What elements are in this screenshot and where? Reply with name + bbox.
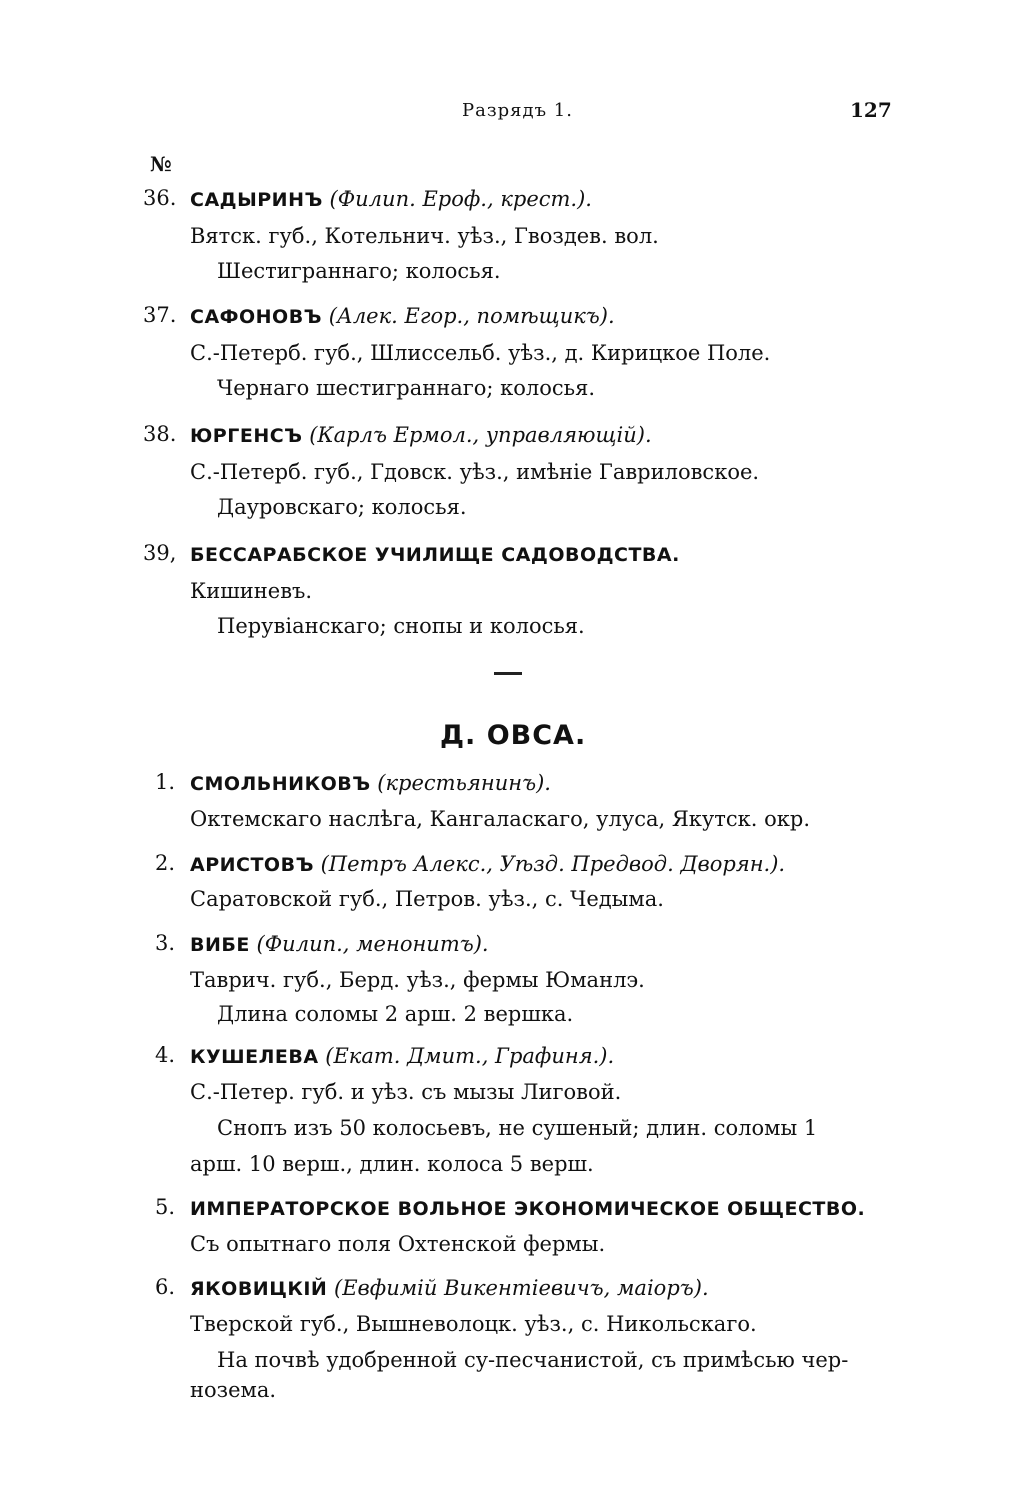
exhibitor-name: СМОЛЬНИКОВЪ xyxy=(190,773,371,795)
entry-heading xyxy=(190,1275,709,1302)
exhibitor-name: ЮРГЕНСЪ xyxy=(190,425,303,447)
entry-heading xyxy=(190,422,652,449)
section-title: Д. ОВСА. xyxy=(440,720,587,751)
entry-location: С.-Петерб. губ., Шлиссельб. уѣз., д. Кирицкое Поле. xyxy=(190,341,771,365)
entry-heading xyxy=(190,770,551,797)
entry-heading xyxy=(190,186,592,213)
entry-location: Тверской губ., Вышневолоцк. уѣз., с. Никольскаго. xyxy=(190,1312,757,1336)
entry-number: 36. xyxy=(143,186,177,210)
exhibitor-name: КУШЕЛЕВА xyxy=(190,1046,319,1068)
entry-heading xyxy=(190,931,489,958)
entry-location: Кишиневъ. xyxy=(190,579,313,603)
entry-number: 37. xyxy=(143,303,177,327)
entry-location: Таврич. губ., Берд. уѣз., фермы Юманлэ. xyxy=(190,968,645,992)
number-sign: № xyxy=(150,152,172,176)
entry-location: С.-Петер. губ. и уѣз. съ мызы Лиговой. xyxy=(190,1080,622,1104)
entry-location: С.-Петерб. губ., Гдовск. уѣз., имѣніе Гавриловское. xyxy=(190,460,760,484)
entry-number: 4. xyxy=(155,1043,176,1067)
entry-description: На почвѣ удобренной су-песчанистой, съ примѣсью чер- xyxy=(217,1348,849,1372)
exhibitor-note: (Филип. Ероф., крест.). xyxy=(329,187,592,211)
entry-description: Чернаго шестиграннаго; колосья. xyxy=(217,376,596,400)
entry-number: 38. xyxy=(143,422,177,446)
entry-number: 6. xyxy=(155,1275,176,1299)
entry-heading xyxy=(190,851,785,878)
exhibitor-note: (Алек. Егор., помѣщикъ). xyxy=(328,304,615,328)
page-number: 127 xyxy=(850,98,892,122)
entry-heading xyxy=(190,541,680,568)
entry-heading xyxy=(190,1043,614,1070)
exhibitor-note: (Екат. Дмит., Графиня.). xyxy=(325,1044,615,1068)
exhibitor-name: ЯКОВИЦКІЙ xyxy=(190,1278,328,1300)
exhibitor-name: ИМПЕРАТОРСКОЕ ВОЛЬНОЕ ЭКОНОМИЧЕСКОЕ ОБЩЕСТВО. xyxy=(190,1198,866,1220)
entry-location: Саратовской губ., Петров. уѣз., с. Чедыма. xyxy=(190,887,664,911)
entry-location: Вятск. губ., Котельнич. уѣз., Гвоздев. вол. xyxy=(190,224,659,248)
exhibitor-name: САФОНОВЪ xyxy=(190,306,323,328)
entry-heading xyxy=(190,303,615,330)
exhibitor-note: (Петръ Алекс., Уѣзд. Предвод. Дворян.). xyxy=(320,852,786,876)
section-divider xyxy=(494,672,522,675)
entry-description: Шестиграннаго; колосья. xyxy=(217,259,501,283)
exhibitor-name: БЕССАРАБСКОЕ УЧИЛИЩЕ САДОВОДСТВА. xyxy=(190,544,680,566)
entry-number: 2. xyxy=(155,851,176,875)
entry-number: 5. xyxy=(155,1195,176,1219)
running-head: Разрядъ 1. xyxy=(462,100,573,121)
exhibitor-note: (крестьянинъ). xyxy=(377,771,551,795)
entry-location: Съ опытнаго поля Охтенской фермы. xyxy=(190,1232,606,1256)
exhibitor-note: (Филип., менонитъ). xyxy=(256,932,489,956)
entry-location: Октемскаго наслѣга, Кангаласкаго, улуса, Якутск. окр. xyxy=(190,807,811,831)
exhibitor-name: САДЫРИНЪ xyxy=(190,189,323,211)
entry-number: 3. xyxy=(155,931,176,955)
entry-description: Длина соломы 2 арш. 2 вершка. xyxy=(217,1002,574,1026)
entry-heading xyxy=(190,1195,865,1222)
exhibitor-name: ВИБЕ xyxy=(190,934,250,956)
exhibitor-note: (Евфимій Викентіевичъ, маіоръ). xyxy=(334,1276,709,1300)
entry-number: 1. xyxy=(155,770,176,794)
entry-description: Перувіанскаго; снопы и колосья. xyxy=(217,614,585,638)
entry-description: Дауровскаго; колосья. xyxy=(217,495,467,519)
entry-number: 39, xyxy=(143,541,177,565)
exhibitor-note: (Карлъ Ермол., управляющій). xyxy=(309,423,652,447)
exhibitor-name: АРИСТОВЪ xyxy=(190,854,314,876)
entry-description-cont: нозема. xyxy=(190,1378,277,1402)
entry-description-cont: арш. 10 верш., длин. колоса 5 верш. xyxy=(190,1152,594,1176)
entry-description: Снопъ изъ 50 колосьевъ, не сушеный; длин. соломы 1 xyxy=(217,1116,818,1140)
